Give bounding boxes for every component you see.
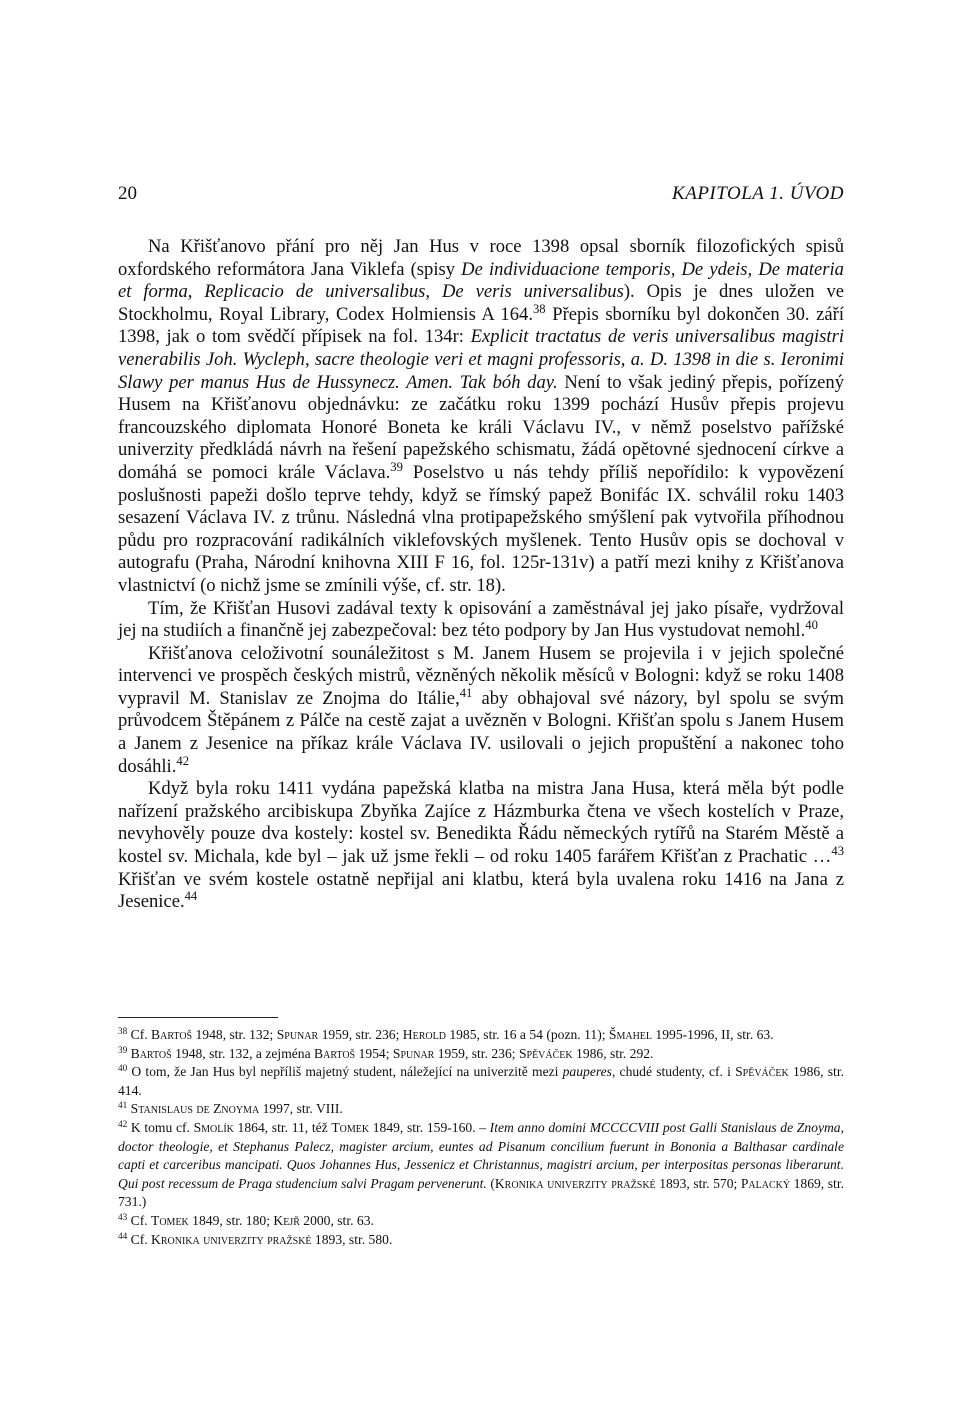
text-run: Palacký — [740, 1175, 791, 1191]
text-run: Explicit tractatus de veris universalibus magistri venerabilis Joh. Wycleph, sacre theologie veri et magni professoris, a. D. 1398 in die s. Ieronimi Slawy per manus Hus de Hussynecz. Amen. Tak bóh day. — [118, 326, 844, 393]
text-run: Když byla roku 1411 vydána papežská klatba na mistra Jana Husa, která měla být podle nařízení pražského arcibiskupa Zbyňka Zajíce z Házmburka čtena ve všech kostelích v Praze, nevyhověly pouze dva kostely: kostel sv. Benedikta Řádu německých rytířů na Starém Městě a kostel sv. Michala, kde byl – jak už jsme řekli – od roku 1405 farářem Křišťan z Prachatic … — [118, 778, 844, 868]
body-text — [118, 236, 844, 914]
text-run: Bartoš — [314, 1045, 356, 1061]
text-run: 1959, str. 236; — [318, 1027, 403, 1042]
text-run: Cf. — [127, 1212, 152, 1228]
text-run: 1997, str. VIII. — [259, 1101, 343, 1117]
text-run: 1954; — [355, 1045, 393, 1061]
text-run: 1849, str. 159-160. – — [369, 1119, 490, 1135]
footnote-ref: 38 — [532, 301, 546, 316]
paragraph — [118, 778, 844, 914]
text-run: 1985, str. 16 a 54 (pozn. 11); — [445, 1027, 609, 1042]
text-run: 1995-1996, II, str. 63. — [652, 1027, 774, 1042]
text-run: 1986, str. 414. — [118, 1064, 844, 1098]
text-run: Na Křišťanovo přání pro něj Jan Hus v roce 1398 opsal sborník filozofických spisů oxfordského reformátora Jana Viklefa (spisy — [118, 236, 844, 280]
text-run: Tomek — [151, 1212, 189, 1228]
text-run: Tím, že Křišťan Husovi zadával texty k opisování a zaměstnával jej jako písaře, vydržoval jej na studiích a finančně jej zabezpečoval: bez této podpory by Jan Hus vystudovat nemohl. — [118, 597, 844, 642]
footnote-ref: 42 — [176, 753, 189, 768]
paragraph — [118, 236, 844, 598]
footnote-ref: 41 — [459, 685, 473, 700]
paragraph — [118, 598, 844, 643]
footnotes — [118, 1017, 844, 1249]
text-run: Stanislaus de Znoyma — [130, 1101, 260, 1117]
text-run: Spěváček — [518, 1045, 573, 1061]
text-run: 1849, str. 180; — [188, 1212, 274, 1228]
text-run: Herold — [402, 1027, 446, 1042]
text-run: Kejř — [273, 1212, 300, 1228]
text-run: Spunar — [276, 1027, 319, 1042]
footnote-ref: 43 — [831, 844, 844, 859]
footnote-ref: 39 — [118, 1044, 128, 1055]
text-run: 1864, str. 11, též — [233, 1119, 332, 1135]
text-run: pauperes — [562, 1064, 612, 1080]
text-run: Šmahel — [608, 1027, 653, 1042]
running-head: KAPITOLA 1. ÚVOD — [672, 183, 844, 204]
text-run: Tomek — [331, 1119, 370, 1135]
page-number: 20 — [118, 183, 137, 204]
footnote-ref: 42 — [118, 1118, 128, 1129]
footnote-ref: 41 — [118, 1100, 128, 1111]
text-run: Křišťan ve svém kostele ostatně nepřijal ani klatbu, která byla uvalena roku 1416 na Jana z Jesenice. — [118, 868, 844, 913]
text-run: 1893, str. 580. — [311, 1231, 393, 1247]
text-run: Bartoš — [130, 1045, 172, 1061]
footnote — [118, 1212, 844, 1231]
text-run: O tom, že Jan Hus byl nepříliš majetný student, náležející na univerzitě mezi — [127, 1064, 563, 1080]
text-run: Není to však jediný přepis, pořízený Husem na Křišťanovu objednávku: ze začátku roku 1399 pochází Husův přepis projevu francouzského diplomata Honoré Boneta ke králi Václavu IV., v němž poselstvo pařížské univerzity předkládá návrh na řešení papežského schismatu, žádá opětovné sjednocení církve a domáhá se pomoci krále Václava. — [118, 371, 844, 483]
text-run: 1893, str. 570; — [655, 1175, 741, 1191]
text-run: 1869, str. 731.) — [118, 1175, 844, 1210]
text-run: Kronika univerzity pražské — [494, 1175, 656, 1191]
text-run: Křišťanova celoživotní sounáležitost s M. Janem Husem se projevila i v jejich společné intervenci ve prospěch českých mistrů, vězněných několik měsíců v Bologni: když se roku 1408 vypravil M. Stanislav ze Znojma do Itálie, — [118, 642, 844, 709]
text-run: Cf. — [127, 1027, 152, 1042]
text-run: De individuacione temporis, De ydeis, De materia et forma, Replicacio de universalibus, De veris universalibus — [118, 258, 844, 303]
footnote — [118, 1063, 844, 1100]
footnote-ref: 38 — [118, 1025, 128, 1036]
text-run: Smolík — [193, 1119, 234, 1135]
footnote — [118, 1026, 844, 1045]
footnote — [118, 1100, 844, 1119]
text-run: Item anno domini MCCCCVIII post Galli Stanislaus de Znoyma, doctor theologie, et Stephanus Palecz, magister arcium, euntes ad Pisanum concilium fuerunt in Bononia a Balthasar cardinale capti et carceribus mancipati. Quos Johannes Hus, Jessenicz et Christannus, magistri arcium, per interpositas personas liberarunt. Qui post recessum de Praga studencium salvi Pragam pervenerunt. — [118, 1119, 844, 1191]
footnote-ref: 44 — [118, 1230, 128, 1241]
footnote — [118, 1231, 844, 1250]
text-run: ). Opis je dnes uložen ve Stockholmu, Royal Library, Codex Holmiensis A 164. — [118, 281, 844, 325]
text-run: 1959, str. 236; — [434, 1045, 519, 1061]
text-run: K tomu cf. — [127, 1119, 194, 1135]
footnote-ref: 40 — [805, 618, 818, 633]
text-run: Spunar — [392, 1045, 435, 1061]
text-run: , chudé studenty, cf. i — [611, 1064, 736, 1080]
text-run: Spěváček — [735, 1064, 789, 1080]
footnote-ref: 40 — [118, 1063, 128, 1074]
text-run: Kronika univerzity pražské — [151, 1231, 312, 1247]
text-run: ( — [486, 1175, 495, 1191]
text-run: aby obhajoval své názory, byl spolu se svým průvodcem Štěpánem z Pálče na cestě zajat a uvězněn v Bologni. Křišťan spolu s Janem Husem a Janem z Jesenice na příkaz krále Václava IV. usilovali o jejich propuštění a nakonec toho dosáhli. — [118, 687, 844, 777]
text-run: Cf. — [127, 1231, 152, 1247]
paragraph — [118, 643, 844, 779]
text-run: Bartoš — [151, 1027, 193, 1042]
footnote-ref: 44 — [184, 889, 198, 904]
text-run: Poselstvo u nás tehdy příliš nepořídilo: k vypovězení poslušnosti papeži došlo teprve tehdy, když se římský papež Bonifác IX. schválil roku 1403 sesazení Václava IV. z trůnu. Následná vlna protipapežského smýšlení pak vytvořila příhodnou půdu pro rozpracování radikálních viklefovských myšlenek. Tento Husův opis se dochoval v autografu (Praha, Národní knihovna XIII F 16, fol. 125r-131v) a patří mezi knihy z Křišťanova vlastnictví (o nichž jsme se zmínili výše, cf. str. 18). — [118, 461, 845, 596]
footnote-rule — [118, 1017, 278, 1018]
page-header — [118, 183, 844, 205]
text-run: 2000, str. 63. — [299, 1212, 374, 1228]
text-run: Přepis sborníku byl dokončen 30. září 1398, jak o tom svědčí přípisek na fol. 134r: — [118, 303, 845, 348]
text-run: 1986, str. 292. — [572, 1045, 654, 1061]
text-run: 1948, str. 132; — [192, 1027, 277, 1042]
footnote — [118, 1045, 844, 1064]
footnote-ref: 39 — [390, 459, 403, 474]
footnote-ref: 43 — [118, 1211, 128, 1222]
footnote — [118, 1119, 844, 1212]
text-run: 1948, str. 132, a zejména — [171, 1045, 315, 1061]
